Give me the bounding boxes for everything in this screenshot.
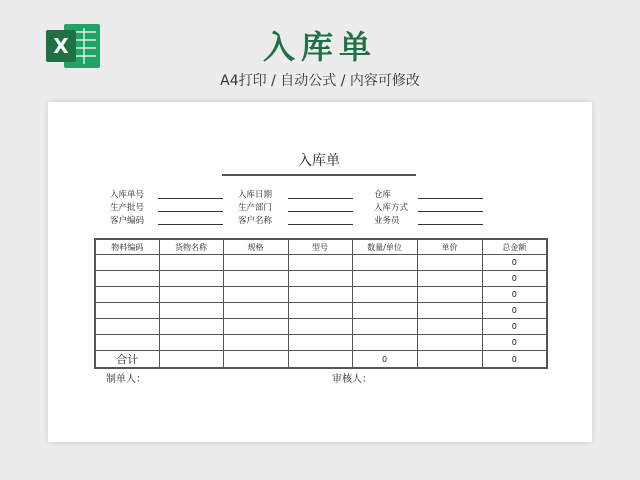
table-cell[interactable]: [288, 319, 352, 335]
table-row: [95, 319, 547, 335]
table-cell[interactable]: [352, 319, 417, 335]
info-input-line[interactable]: [158, 211, 223, 212]
total-cell[interactable]: [159, 351, 223, 369]
info-input-line[interactable]: [288, 198, 353, 199]
table-cell[interactable]: [223, 271, 288, 287]
info-input-line[interactable]: [158, 224, 223, 225]
document-title: 入库单: [222, 150, 416, 176]
info-input-line[interactable]: [158, 198, 223, 199]
table-cell[interactable]: [95, 271, 159, 287]
info-label: 生产部门: [238, 203, 273, 213]
info-input-line[interactable]: [418, 224, 483, 225]
table-cell[interactable]: [95, 335, 159, 351]
table-cell[interactable]: [288, 287, 352, 303]
table-cell[interactable]: [417, 335, 482, 351]
info-label: 客户编码: [110, 216, 145, 226]
table-row: [95, 271, 547, 287]
table-cell[interactable]: 0: [482, 271, 547, 287]
table-cell[interactable]: [95, 319, 159, 335]
inventory-table: [94, 238, 548, 369]
table-cell[interactable]: [159, 335, 223, 351]
table-cell[interactable]: [352, 303, 417, 319]
table-cell[interactable]: [288, 303, 352, 319]
info-label: 客户名称: [238, 216, 273, 226]
table-cell[interactable]: [95, 255, 159, 271]
column-header: 规格: [223, 239, 288, 255]
table-cell[interactable]: [288, 271, 352, 287]
table-row: [95, 255, 547, 271]
table-cell[interactable]: [288, 335, 352, 351]
table-cell[interactable]: 0: [482, 255, 547, 271]
column-header: 总金额: [482, 239, 547, 255]
table-cell[interactable]: [95, 287, 159, 303]
info-label: 入库方式: [374, 203, 409, 213]
page-title: 入库单: [262, 28, 377, 66]
info-input-line[interactable]: [288, 224, 353, 225]
table-cell[interactable]: [159, 271, 223, 287]
column-header: 数量/单位: [352, 239, 417, 255]
total-label: 合计: [95, 351, 159, 369]
table-cell[interactable]: [417, 303, 482, 319]
table-row: [95, 287, 547, 303]
table-cell[interactable]: [223, 255, 288, 271]
table-cell[interactable]: [352, 271, 417, 287]
table-cell[interactable]: [159, 303, 223, 319]
table-cell[interactable]: 0: [482, 303, 547, 319]
table-cell[interactable]: [95, 303, 159, 319]
svg-text:X: X: [53, 34, 69, 58]
total-cell[interactable]: [288, 351, 352, 369]
info-label: 入库日期: [238, 190, 273, 200]
table-cell[interactable]: [417, 255, 482, 271]
column-header: 单价: [417, 239, 482, 255]
total-cell[interactable]: 0: [482, 351, 547, 369]
table-cell[interactable]: [223, 335, 288, 351]
table-cell[interactable]: [288, 255, 352, 271]
info-label: 入库单号: [110, 190, 145, 200]
column-header: 货物名称: [159, 239, 223, 255]
table-cell[interactable]: [417, 319, 482, 335]
total-cell[interactable]: 0: [352, 351, 417, 369]
document-sheet: [48, 102, 592, 442]
column-header: 型号: [288, 239, 352, 255]
table-cell[interactable]: [159, 255, 223, 271]
table-cell[interactable]: [159, 319, 223, 335]
table-cell[interactable]: [223, 319, 288, 335]
page-subtitle: A4打印 / 自动公式 / 内容可修改: [220, 73, 420, 89]
table-cell[interactable]: [417, 271, 482, 287]
reviewer-signature-label: 审核人：: [332, 374, 372, 385]
table-cell[interactable]: 0: [482, 319, 547, 335]
table-cell[interactable]: [352, 255, 417, 271]
table-cell[interactable]: 0: [482, 287, 547, 303]
table-header-row: [95, 239, 547, 255]
table-cell[interactable]: [159, 287, 223, 303]
total-cell[interactable]: [223, 351, 288, 369]
table-cell[interactable]: [223, 303, 288, 319]
info-input-line[interactable]: [288, 211, 353, 212]
info-input-line[interactable]: [418, 198, 483, 199]
table-cell[interactable]: [417, 287, 482, 303]
info-label: 仓库: [374, 190, 392, 200]
maker-signature-label: 制单人：: [106, 374, 146, 385]
total-cell[interactable]: [417, 351, 482, 369]
total-row: [95, 351, 547, 369]
table-cell[interactable]: 0: [482, 335, 547, 351]
table-cell[interactable]: [352, 287, 417, 303]
table-cell[interactable]: [352, 335, 417, 351]
table-row: [95, 303, 547, 319]
info-label: 生产批号: [110, 203, 145, 213]
info-input-line[interactable]: [418, 211, 483, 212]
table-row: [95, 335, 547, 351]
table-cell[interactable]: [223, 287, 288, 303]
column-header: 物料编码: [95, 239, 159, 255]
info-label: 业务员: [374, 216, 400, 226]
